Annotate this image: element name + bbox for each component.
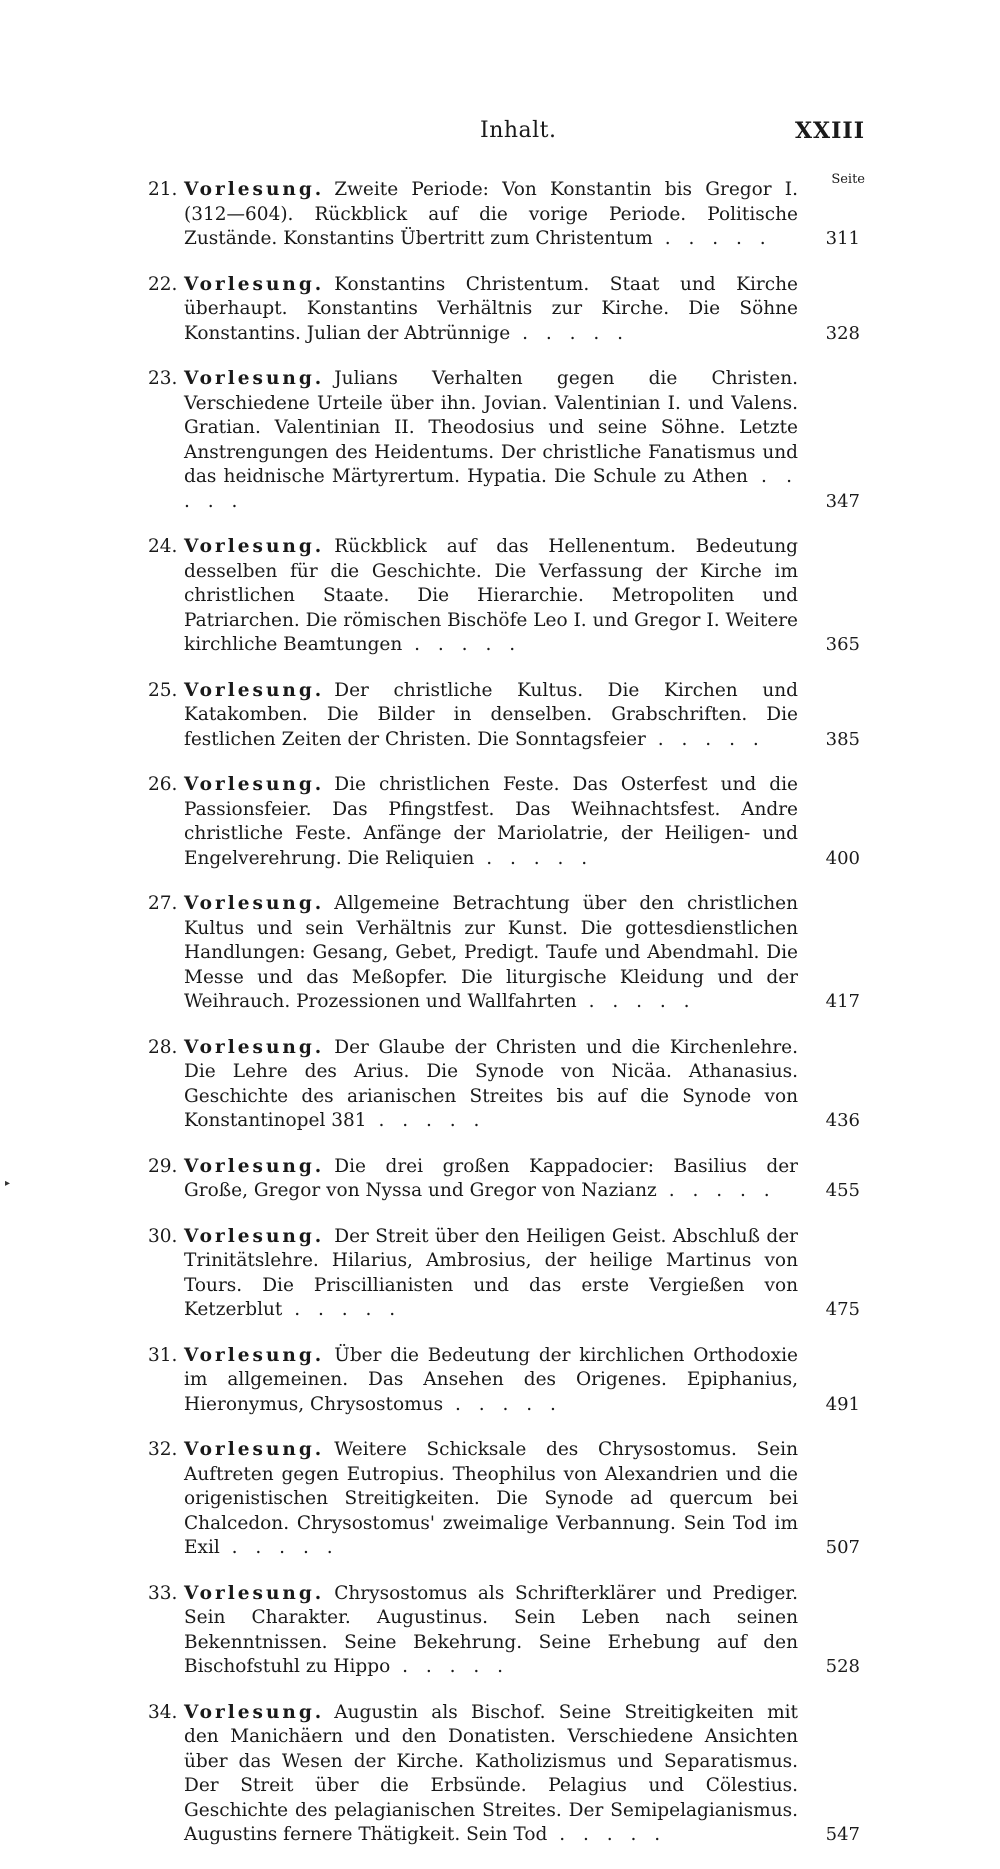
dot-leader: . . . . .	[510, 322, 630, 344]
entry-page-number: 436	[825, 1110, 860, 1131]
entry-page-number: 311	[825, 228, 860, 249]
entry-body	[148, 1438, 860, 1561]
entry-number: 29.	[148, 1155, 178, 1177]
entry-text: Augustin als Bischof. Seine Streitigkeiten mit den Manichäern und den Donatisten. Verschiedene Ansichten über das Wesen der Kirche. Katholizismus und Separatismus. Der Streit über die Erbsünde. Pelagius und Cölestius. Geschichte des pelagianischen Streites. Der Semipelagianismus. Augustins fernere Thätigkeit. Sein Tod	[184, 1701, 798, 1845]
entry-body	[148, 273, 860, 347]
lecture-label: Vorlesung.	[184, 774, 325, 795]
entry-text: Die christlichen Feste. Das Osterfest und die Passionsfeier. Das Pfingstfest. Das Weihnachtsfest. Andre christliche Feste. Anfänge der Mariolatrie, der Heiligen- und Engelverehrung. Die Reliquien	[184, 774, 798, 869]
dot-leader: . . . . .	[219, 1537, 339, 1558]
dot-leader: . . . . .	[547, 1824, 667, 1845]
page-number: XXIII	[794, 118, 865, 144]
entry-number: 34.	[148, 1701, 178, 1723]
entry-body	[148, 1582, 860, 1680]
toc-entry	[148, 367, 860, 514]
entry-page-number: 455	[825, 1180, 860, 1201]
entry-page-number: 400	[825, 847, 860, 869]
lecture-label: Vorlesung.	[184, 273, 325, 295]
entry-number: 30.	[148, 1225, 178, 1247]
toc-entry	[148, 1701, 860, 1848]
dot-leader: . . . . .	[402, 634, 522, 655]
entry-text: Chrysostomus als Schrifterklärer und Prediger. Sein Charakter. Augustinus. Sein Leben nach seinen Bekenntnissen. Seine Bekehrung. Seine Erhebung auf den Bischofstuhl zu Hippo	[184, 1582, 798, 1677]
lecture-label: Vorlesung.	[184, 1582, 325, 1604]
lecture-label: Vorlesung.	[184, 368, 325, 389]
entry-number: 25.	[148, 679, 178, 701]
running-title: Inhalt.	[480, 118, 557, 143]
entry-body	[148, 1155, 860, 1204]
dot-leader: . . . . .	[443, 1393, 562, 1415]
dot-leader: . . . . .	[184, 466, 798, 512]
entry-number: 26.	[148, 774, 178, 795]
entry-page-number: 417	[825, 991, 860, 1012]
lecture-label: Vorlesung.	[184, 1701, 325, 1723]
entry-text: Die drei großen Kappadocier: Basilius der Große, Gregor von Nyssa und Gregor von Nazianz	[184, 1155, 798, 1201]
toc-entry	[148, 892, 860, 1015]
dot-leader: . . . . .	[366, 1110, 486, 1131]
lecture-label: Vorlesung.	[184, 1036, 325, 1058]
entry-body	[148, 178, 860, 252]
dot-leader: . . . . .	[390, 1656, 510, 1677]
entry-number: 23.	[148, 368, 178, 389]
toc-entry	[148, 1036, 860, 1134]
entry-text: Allgemeine Betrachtung über den christlichen Kultus und sein Verhältnis zur Kunst. Die gottesdienstlichen Handlungen: Gesang, Gebet, Predigt. Taufe und Abendmahl. Die Messe und das Meßopfer. Die liturgische Kleidung und der Weihrauch. Prozessionen und Wallfahrten	[184, 893, 798, 1012]
lecture-label: Vorlesung.	[184, 1225, 325, 1247]
toc-entry	[148, 535, 860, 658]
toc-entry	[148, 679, 860, 753]
lecture-label: Vorlesung.	[184, 679, 325, 701]
entry-page-number: 547	[825, 1824, 860, 1845]
entry-body	[148, 679, 860, 753]
lecture-label: Vorlesung.	[184, 1439, 325, 1460]
entry-body	[148, 535, 860, 658]
entry-number: 27.	[148, 893, 178, 914]
entry-number: 21.	[148, 179, 178, 200]
lecture-label: Vorlesung.	[184, 1155, 325, 1177]
entry-number: 22.	[148, 273, 178, 295]
entry-page-number: 475	[825, 1299, 860, 1320]
toc-entry	[148, 1344, 860, 1418]
entry-text: Zweite Periode: Von Konstantin bis Gregor I. (312—604). Rückblick auf die vorige Periode. Politische Zustände. Konstantins Übertritt zum Christentum	[184, 179, 798, 249]
entry-page-number: 347	[825, 490, 860, 512]
toc-entry	[148, 1155, 860, 1204]
entry-text: Julians Verhalten gegen die Christen. Verschiedene Urteile über ihn. Jovian. Valentinian I. und Valens. Gratian. Valentinian II. Theodosius und seine Söhne. Letzte Anstrengungen des Heidentums. Der christliche Fanatismus und das heidnische Märtyrertum. Hypatia. Die Schule zu Athen	[184, 368, 798, 487]
entry-text: Weitere Schicksale des Chrysostomus. Sein Auftreten gegen Eutropius. Theophilus von Alexandrien und die origenistischen Streitigkeiten. Die Synode ad quercum bei Chalcedon. Chrysostomus' zweimalige Verbannung. Sein Tod im Exil	[184, 1439, 798, 1558]
entry-text: Konstantins Christentum. Staat und Kirche überhaupt. Konstantins Verhältnis zur Kirche. Die Söhne Konstantins. Julian der Abtrünnige	[184, 273, 798, 344]
table-of-contents	[148, 178, 860, 1869]
entry-number: 32.	[148, 1439, 178, 1460]
entry-page-number: 385	[825, 728, 860, 750]
dot-leader: . . . . .	[576, 991, 696, 1012]
entry-number: 28.	[148, 1036, 178, 1058]
toc-entry	[148, 773, 860, 871]
toc-entry	[148, 178, 860, 252]
margin-mark: ▸	[5, 1178, 11, 1189]
dot-leader: . . . . .	[656, 1180, 776, 1201]
lecture-label: Vorlesung.	[184, 893, 325, 914]
entry-body	[148, 1344, 860, 1418]
entry-text: Rückblick auf das Hellenentum. Bedeutung desselben für die Geschichte. Die Verfassung der Kirche im christlichen Staate. Die Hierarchie. Metropoliten und Patriarchen. Die römischen Bischöfe Leo I. und Gregor I. Weitere kirchliche Beamtungen	[184, 536, 799, 655]
lecture-label: Vorlesung.	[184, 536, 325, 557]
entry-page-number: 528	[825, 1656, 860, 1677]
entry-page-number: 365	[825, 634, 860, 655]
entry-body	[148, 1225, 860, 1323]
dot-leader: . . . . .	[645, 728, 765, 750]
entry-body	[148, 1701, 860, 1848]
toc-entry	[148, 1225, 860, 1323]
entry-text: Der Streit über den Heiligen Geist. Abschluß der Trinitätslehre. Hilarius, Ambrosius, der heilige Martinus von Tours. Die Priscillianisten und das erste Vergießen von Ketzerblut	[184, 1225, 798, 1320]
seite-column-label: Seite	[831, 172, 865, 187]
lecture-label: Vorlesung.	[184, 1344, 325, 1366]
lecture-label: Vorlesung.	[184, 179, 325, 200]
entry-text: Über die Bedeutung der kirchlichen Orthodoxie im allgemeinen. Das Ansehen des Origenes. Epiphanius, Hieronymus, Chrysostomus	[184, 1344, 798, 1415]
entry-number: 24.	[148, 536, 178, 557]
dot-leader: . . . . .	[282, 1299, 402, 1320]
entry-page-number: 328	[825, 322, 860, 344]
entry-number: 33.	[148, 1582, 178, 1604]
toc-entry	[148, 1438, 860, 1561]
toc-entry	[148, 273, 860, 347]
entry-number: 31.	[148, 1344, 178, 1366]
dot-leader: . . . . .	[474, 847, 594, 869]
entry-page-number: 507	[825, 1537, 860, 1558]
toc-entry	[148, 1582, 860, 1680]
entry-body	[148, 892, 860, 1015]
entry-body	[148, 367, 860, 514]
entry-text: Der christliche Kultus. Die Kirchen und Katakomben. Die Bilder in denselben. Grabschriften. Die festlichen Zeiten der Christen. Die Sonntagsfeier	[184, 679, 798, 750]
entry-body	[148, 773, 860, 871]
running-head	[150, 118, 865, 148]
entry-page-number: 491	[825, 1393, 860, 1415]
entry-text: Der Glaube der Christen und die Kirchenlehre. Die Lehre des Arius. Die Synode von Nicäa. Athanasius. Geschichte des arianischen Streites bis auf die Synode von Konstantinopel 381	[184, 1036, 798, 1131]
entry-body	[148, 1036, 860, 1134]
dot-leader: . . . . .	[652, 228, 772, 249]
